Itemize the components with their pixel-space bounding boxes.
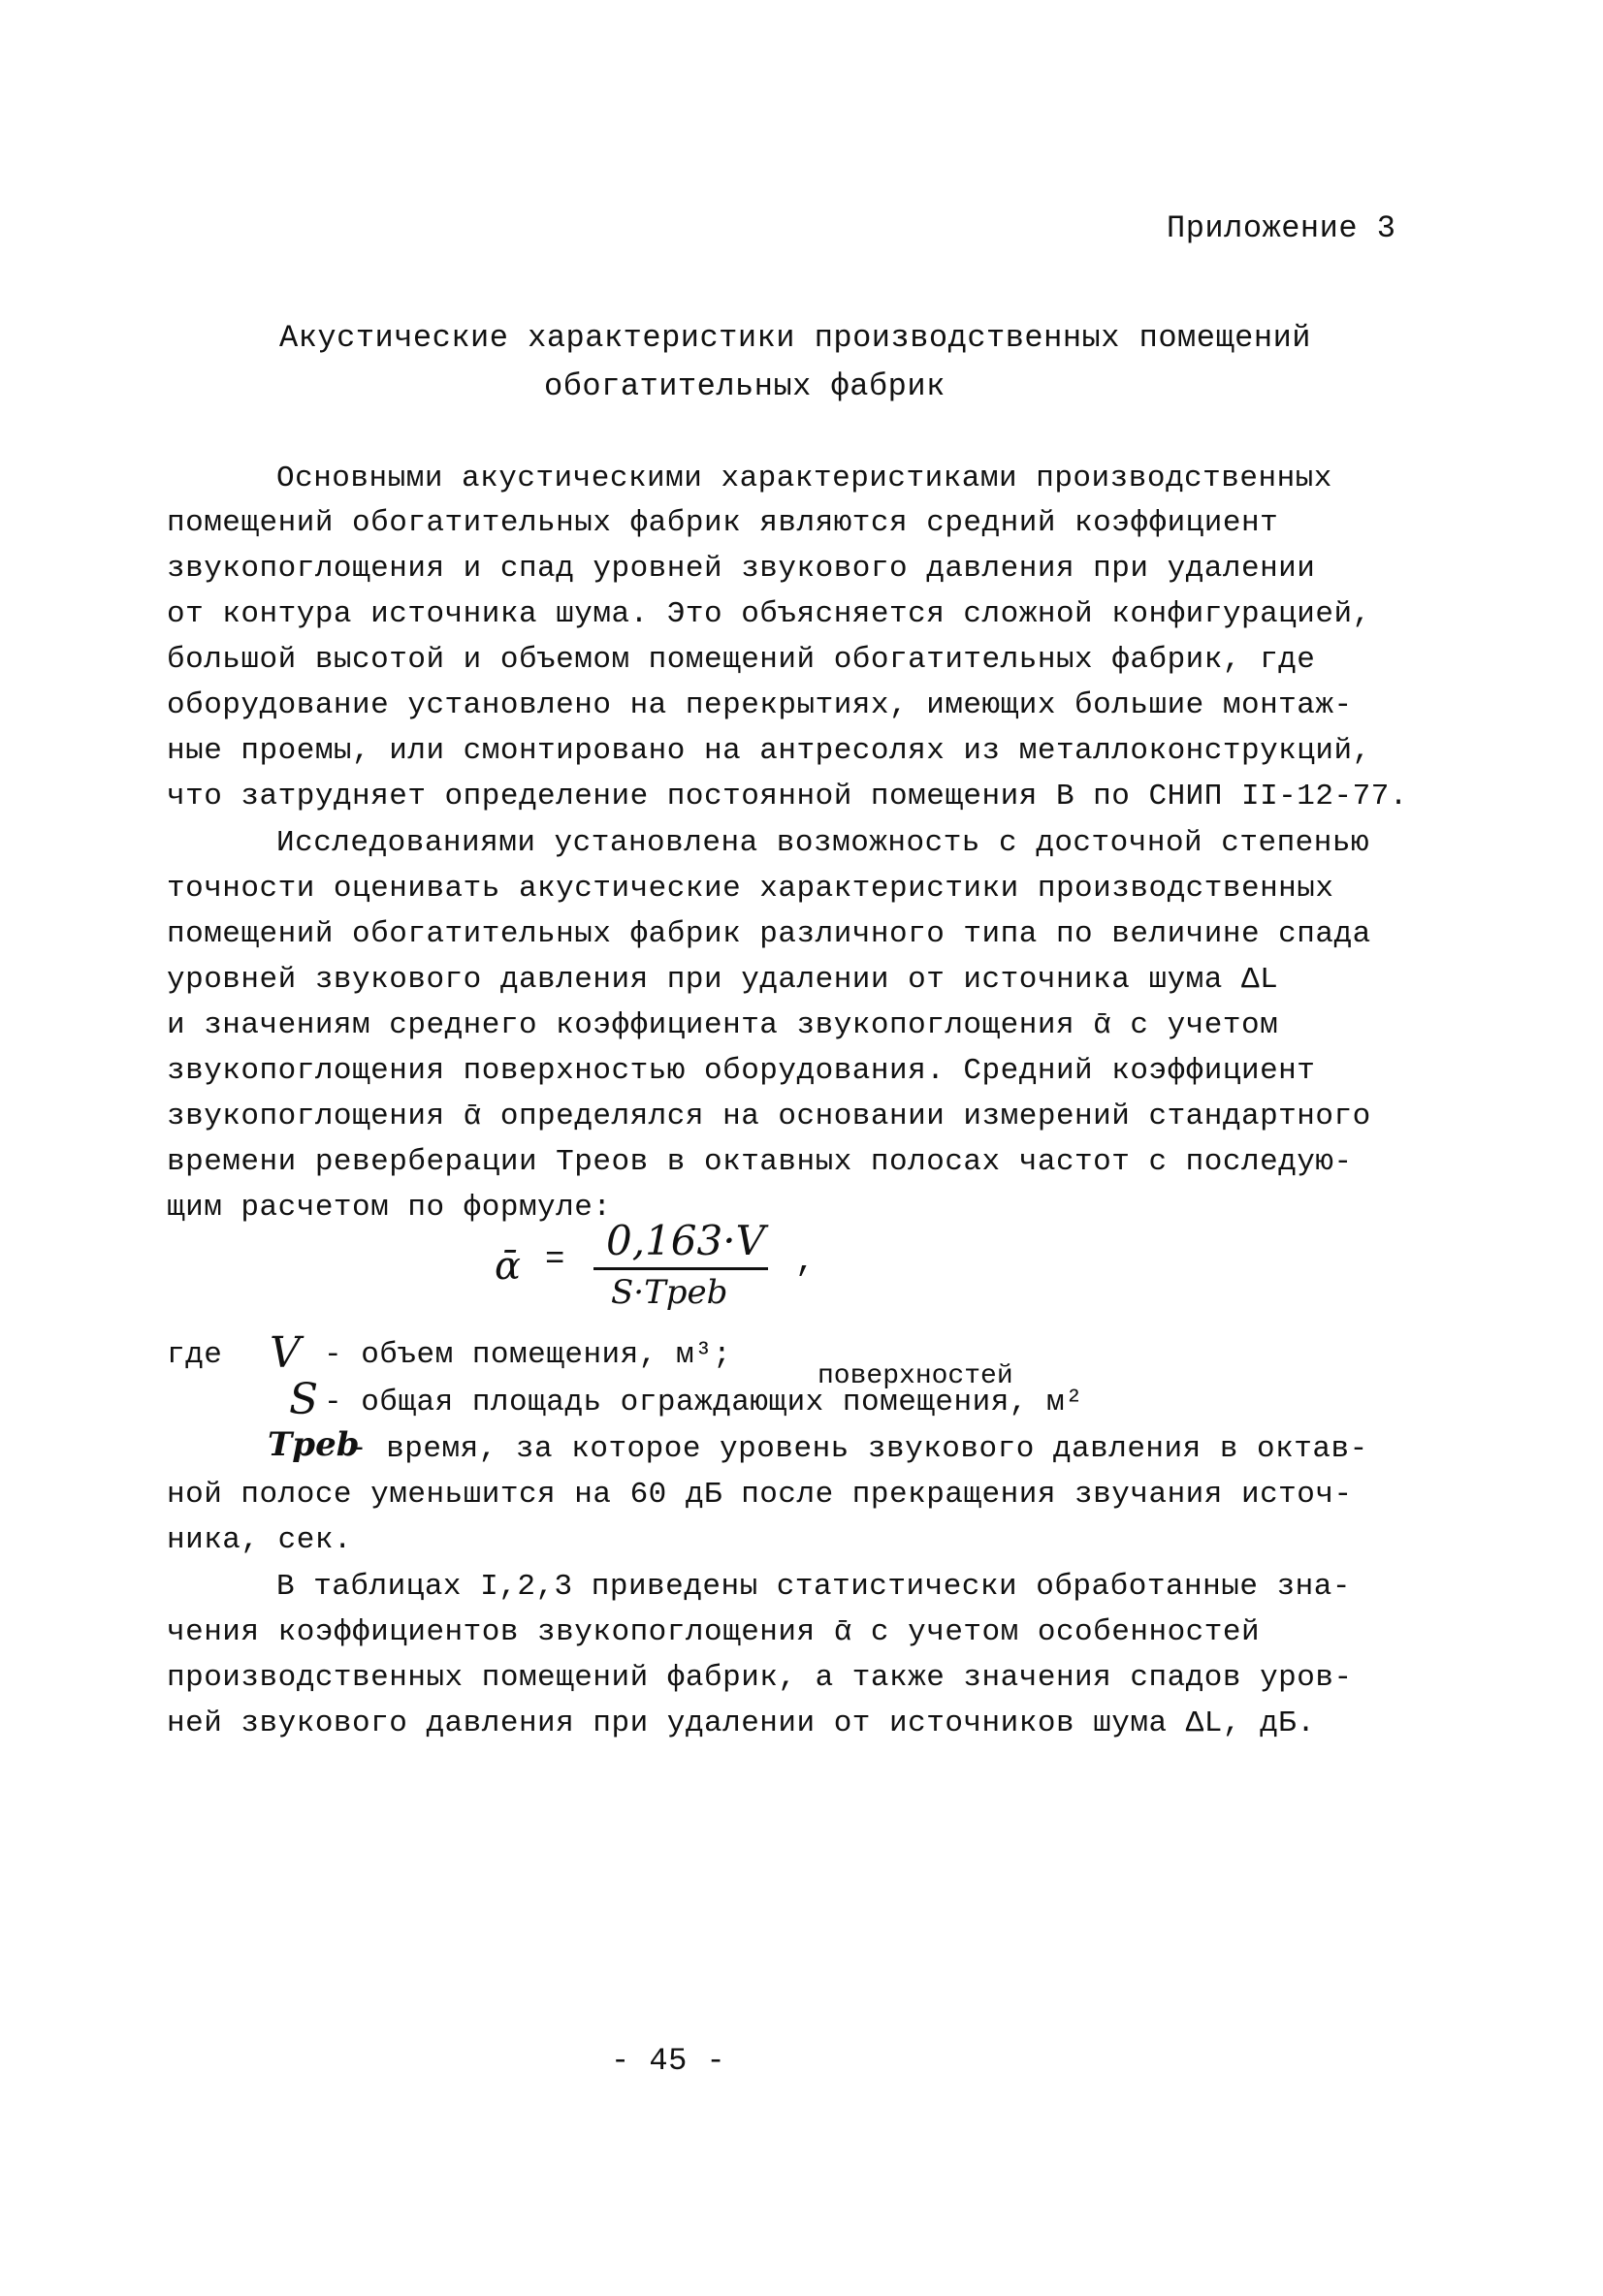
p2-line-1: Исследованиями установлена возможность с досточной степенью bbox=[276, 826, 1370, 860]
definition-v: - объем помещения, м³; bbox=[324, 1338, 732, 1372]
definition-s: - общая площадь ограждающих помещения, м² bbox=[324, 1386, 1084, 1419]
p1-line-5: большой высотой и объемом помещений обогатительных фабрик, где bbox=[167, 643, 1316, 677]
p1-line-2: помещений обогатительных фабрик являются средний коэффициент bbox=[167, 506, 1279, 540]
formula-denominator: S·Треb bbox=[611, 1273, 728, 1312]
p2-line-5: и значениям среднего коэффициента звукопоглощения ᾱ с учетом bbox=[167, 1008, 1279, 1042]
inserted-word: поверхностей bbox=[818, 1361, 1013, 1391]
formula-comma: , bbox=[795, 1244, 816, 1281]
p3-line-1: В таблицах I,2,3 приведены статистически обработанные зна- bbox=[276, 1570, 1351, 1604]
p2-line-9: щим расчетом по формуле: bbox=[167, 1191, 612, 1225]
p2-line-4: уровней звукового давления при удалении от источника шума ΔL bbox=[167, 963, 1279, 997]
where-label: где bbox=[167, 1338, 223, 1372]
p2-line-7: звукопоглощения ᾱ определялся на основании измерений стандартного bbox=[167, 1100, 1371, 1133]
appendix-label: Приложение 3 bbox=[1167, 210, 1396, 246]
p2-line-2: точности оценивать акустические характеристики производственных bbox=[167, 872, 1334, 906]
p3-line-2: чения коэффициентов звукопоглощения ᾱ с учетом особенностей bbox=[167, 1615, 1261, 1649]
symbol-v: V bbox=[270, 1328, 301, 1378]
fraction-bar bbox=[593, 1267, 768, 1270]
absorption-formula bbox=[485, 1217, 853, 1323]
p1-line-4: от контура источника шума. Это объясняется сложной конфигурацией, bbox=[167, 597, 1371, 631]
p2-line-3: помещений обогатительных фабрик различного типа по величине спада bbox=[167, 917, 1371, 951]
p3-line-4: ней звукового давления при удалении от источников шума ΔL, дБ. bbox=[167, 1706, 1316, 1740]
definition-t-line-3: ника, сек. bbox=[167, 1523, 353, 1557]
p1-line-1: Основными акустическими характеристиками производственных bbox=[276, 462, 1332, 495]
p1-line-6: оборудование установлено на перекрытиях, имеющих большие монтаж- bbox=[167, 688, 1353, 722]
formula-equals: = bbox=[545, 1242, 565, 1279]
p2-line-6: звукопоглощения поверхностью оборудования. Средний коэффициент bbox=[167, 1054, 1316, 1088]
p2-line-8: времени реверберации Треов в октавных полосах частот с последую- bbox=[167, 1145, 1353, 1179]
formula-alpha: ᾱ bbox=[495, 1244, 522, 1289]
definition-t-line-1: - время, за которое уровень звукового давления в октав- bbox=[349, 1432, 1368, 1466]
symbol-t: Tpeb bbox=[268, 1425, 360, 1464]
title-line-1: Акустические характеристики производственных помещений bbox=[279, 320, 1311, 356]
title-line-2: обогатительных фабрик bbox=[544, 368, 946, 404]
page-number: - 45 - bbox=[611, 2043, 726, 2079]
p1-line-3: звукопоглощения и спад уровней звукового давления при удалении bbox=[167, 552, 1316, 586]
formula-numerator: 0,163·V bbox=[606, 1217, 765, 1264]
p1-line-7: ные проемы, или смонтировано на антресолях из металлоконструкций, bbox=[167, 734, 1371, 768]
symbol-s: S bbox=[289, 1375, 319, 1424]
p1-line-8: что затрудняет определение постоянной помещения В по СНИП II-12-77. bbox=[167, 780, 1408, 813]
p3-line-3: производственных помещений фабрик, а также значения спадов уров- bbox=[167, 1661, 1353, 1695]
definition-t-line-2: ной полосе уменьшится на 60 дБ после прекращения звучания источ- bbox=[167, 1478, 1353, 1512]
